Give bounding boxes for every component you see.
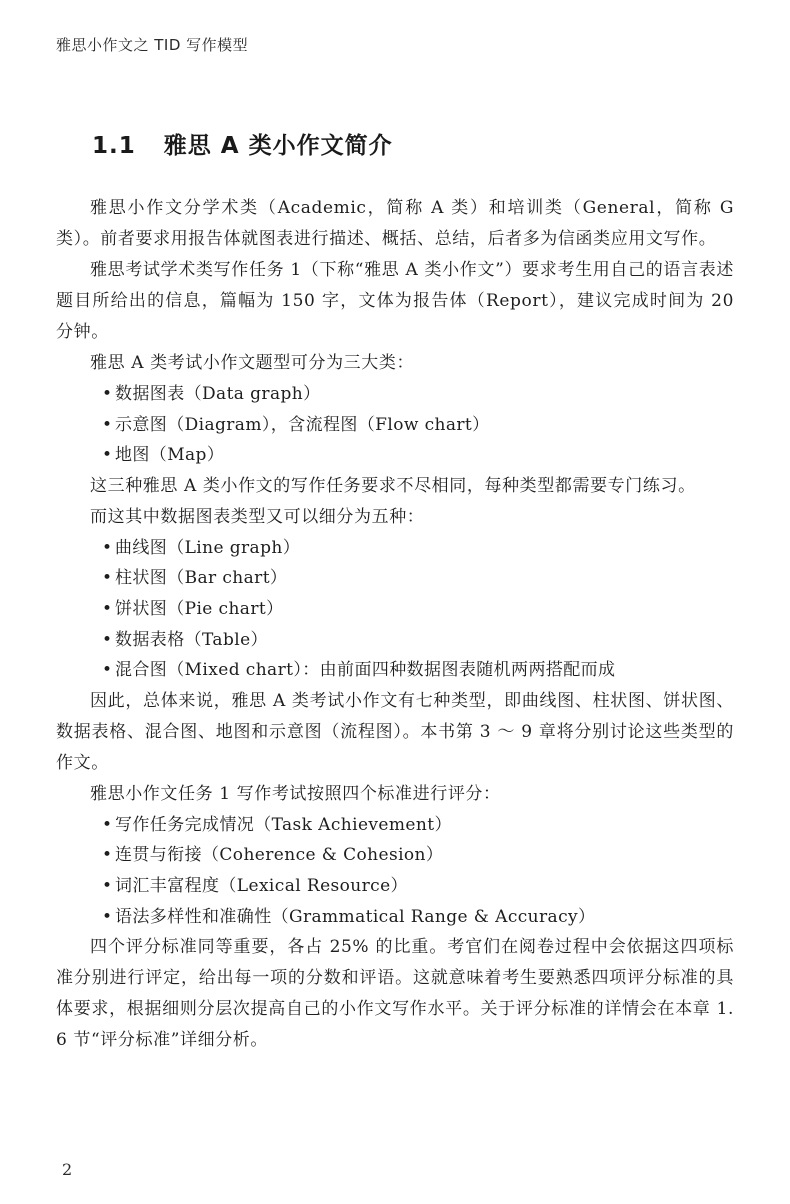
bullet-icon: •: [102, 906, 113, 927]
bullet-icon: •: [102, 537, 113, 558]
section-number: 1.1: [92, 133, 136, 159]
bullet-icon: •: [102, 660, 113, 681]
paragraph: 这三种雅思 A 类小作文的写作任务要求不尽相同，每种类型都需要专门练习。: [90, 475, 696, 496]
list-item: • 词汇丰富程度（Lexical Resource）: [56, 871, 734, 902]
task-type-list: [56, 379, 734, 471]
bullet-icon: •: [102, 568, 113, 589]
paragraph: 雅思小作文分学术类（Academic，简称 A 类）和培训类（General，简称 G 类）。前者要求用报告体就图表进行描述、概括、总结，后者多为信函类应用文写作。: [56, 198, 734, 249]
bullet-icon: •: [102, 875, 113, 896]
list-item: • 连贯与衔接（Coherence & Cohesion）: [56, 840, 734, 871]
bullet-icon: •: [102, 384, 113, 404]
body-text: [56, 193, 734, 1056]
bullet-icon: •: [102, 629, 113, 650]
bullet-icon: •: [102, 814, 113, 835]
list-item: • 饼状图（Pie chart）: [56, 594, 734, 625]
list-item: • 曲线图（Line graph）: [56, 533, 734, 564]
page-number: 2: [62, 1160, 73, 1179]
section-title: [92, 127, 393, 160]
paragraph: 而这其中数据图表类型又可以细分为五种：: [90, 506, 425, 527]
section-title-text: 雅思 A 类小作文简介: [163, 133, 393, 159]
paragraph: 雅思小作文任务 1 写作考试按照四个标准进行评分：: [90, 783, 501, 804]
list-item: • 写作任务完成情况（Task Achievement）: [56, 810, 734, 841]
paragraph: 四个评分标准同等重要，各占 25% 的比重。考官们在阅卷过程中会依据这四项标准分别进行评定，给出每一项的分数和评语。这就意味着考生要熟悉四项评分标准的具体要求，根据细则分层次提高自己的小作文写作水平。关于评分标准的详情会在本章 1. 6 节“评分标准”详细分析。: [56, 937, 734, 1051]
bullet-icon: •: [102, 445, 113, 466]
list-item: • 地图（Map）: [56, 440, 734, 471]
list-item: • 数据表格（Table）: [56, 625, 734, 656]
data-graph-type-list: [56, 533, 734, 686]
criteria-list: [56, 810, 734, 932]
list-item: • 混合图（Mixed chart）：由前面四种数据图表随机两两搭配而成: [56, 655, 734, 686]
paragraph: 因此，总体来说，雅思 A 类考试小作文有七种类型，即曲线图、柱状图、饼状图、数据表格、混合图、地图和示意图（流程图）。本书第 3 ～ 9 章将分别讨论这些类型的作文。: [56, 690, 734, 773]
list-item: • 语法多样性和准确性（Grammatical Range & Accuracy）: [56, 902, 734, 933]
running-header: 雅思小作文之 TID 写作模型: [56, 36, 249, 54]
paragraph: 雅思 A 类考试小作文题型可分为三大类：: [90, 353, 415, 373]
bullet-icon: •: [102, 598, 113, 619]
paragraph: 雅思考试学术类写作任务 1（下称“雅思 A 类小作文”）要求考生用自己的语言表述题目所给出的信息，篇幅为 150 字，文体为报告体（Report），建议完成时间为 20 分钟。: [56, 260, 734, 342]
list-item: • 柱状图（Bar chart）: [56, 563, 734, 594]
bullet-icon: •: [102, 414, 113, 435]
list-item: • 示意图（Diagram），含流程图（Flow chart）: [56, 410, 734, 441]
list-item: • 数据图表（Data graph）: [56, 379, 734, 410]
bullet-icon: •: [102, 845, 113, 866]
